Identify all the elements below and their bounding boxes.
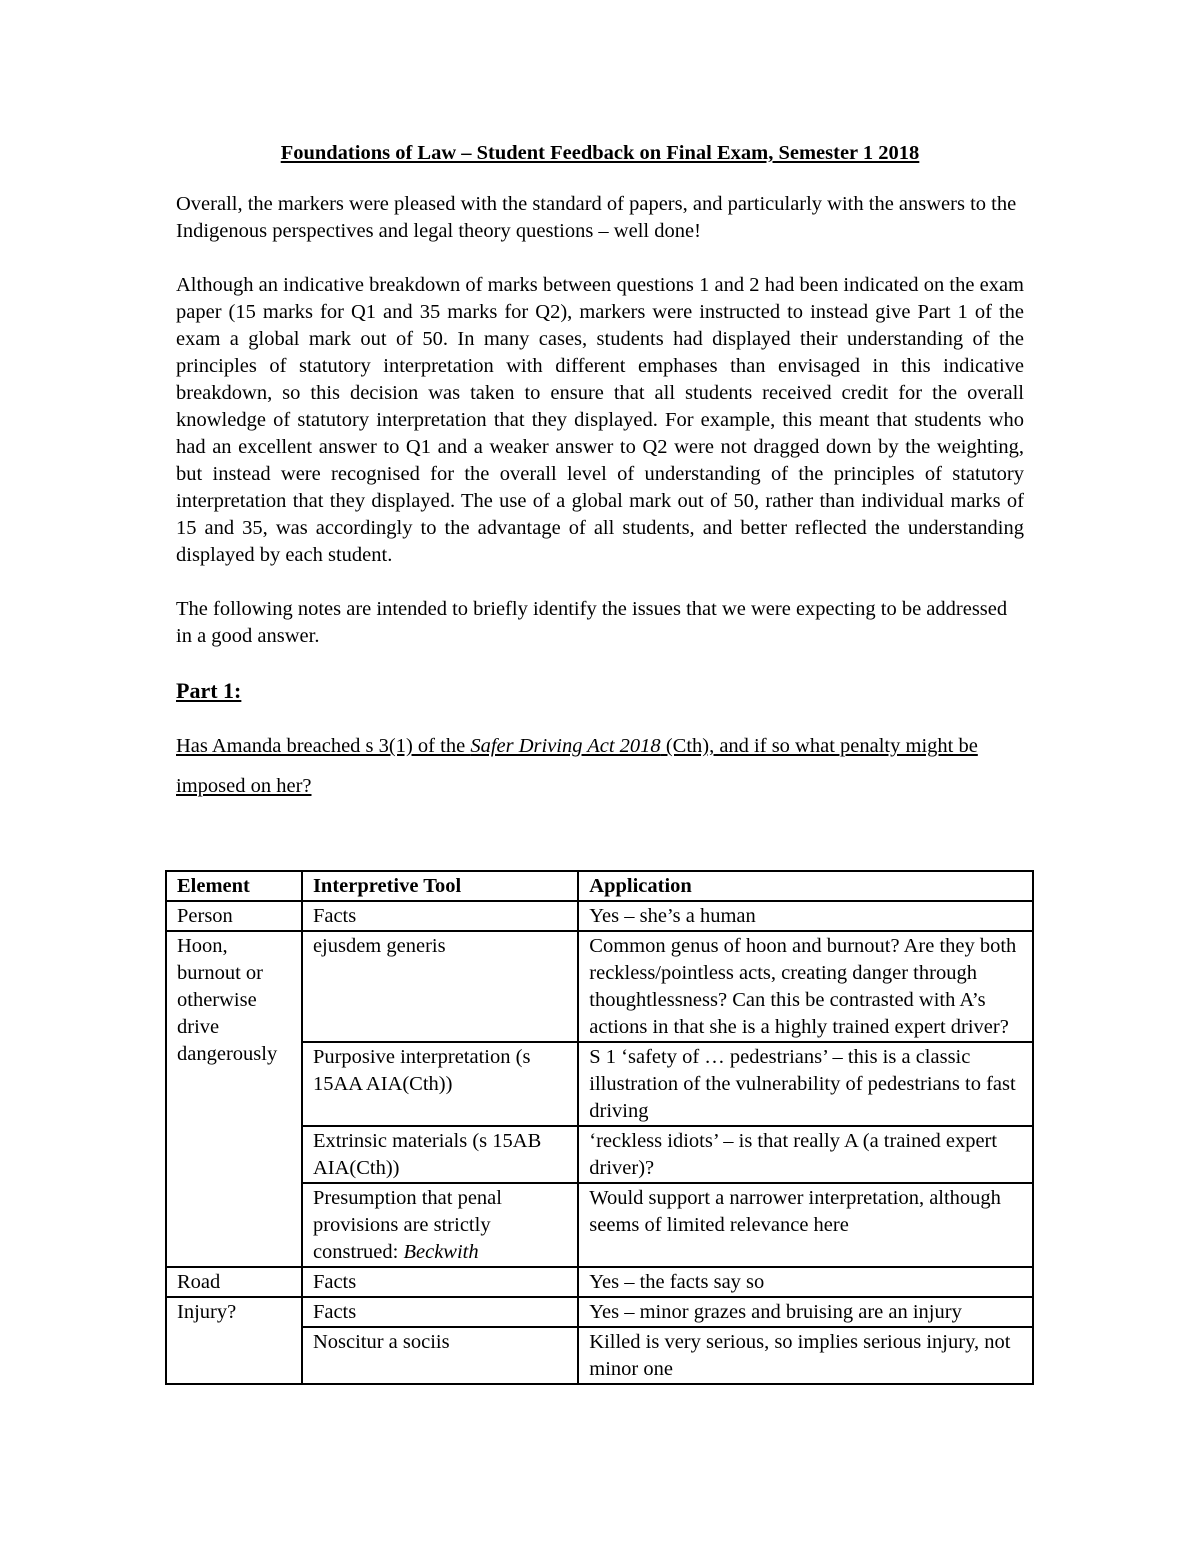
element-cell: Person — [166, 901, 302, 931]
analysis-table — [165, 870, 1034, 1385]
part-1-question — [176, 726, 1024, 806]
application-cell: Yes – the facts say so — [578, 1267, 1033, 1297]
part-1-heading: Part 1: — [176, 678, 242, 703]
element-cell: Hoon, burnout or otherwise drive dangerously — [166, 931, 302, 1267]
tool-cell: ejusdem generis — [302, 931, 578, 1042]
application-cell: Common genus of hoon and burnout? Are they both reckless/pointless acts, creating danger through thoughtlessness? Can this be contrasted with A’s actions in that she is a highly trained expert driver? — [578, 931, 1033, 1042]
tool-cell: Facts — [302, 1267, 578, 1297]
table-row — [166, 931, 1033, 1042]
document-body — [176, 140, 1024, 836]
application-cell: Killed is very serious, so implies serious injury, not minor one — [578, 1327, 1033, 1384]
tool-cell: Facts — [302, 901, 578, 931]
table-header-row — [166, 871, 1033, 901]
table-row — [166, 1297, 1033, 1327]
header-element: Element — [166, 871, 302, 901]
tool-cell: Facts — [302, 1297, 578, 1327]
marking-explanation-paragraph: Although an indicative breakdown of marks between questions 1 and 2 had been indicated on the exam paper (15 marks for Q1 and 35 marks for Q2), markers were instructed to instead give Part 1 of the exam a global mark out of 50. In many cases, students had displayed their understanding of the principles of statutory interpretation with different emphases than envisaged in this indicative breakdown, so this decision was taken to ensure that all students received credit for the overall knowledge of statutory interpretation that they displayed. For example, this meant that students who had an excellent answer to Q1 and a weaker answer to Q2 were not dragged down by the weighting, but instead were recognised for the overall level of understanding of the principles of statutory interpretation that they displayed. The use of a global mark out of 50, rather than individual marks of 15 and 35, was accordingly to the advantage of all students, and better reflected the understanding displayed by each student. — [176, 274, 1024, 566]
header-application: Application — [578, 871, 1033, 901]
table-row — [166, 1267, 1033, 1297]
document-title: Foundations of Law – Student Feedback on Final Exam, Semester 1 2018 — [280, 142, 920, 164]
table-row — [166, 901, 1033, 931]
notes-intro-paragraph: The following notes are intended to briefly identify the issues that we were expecting to be addressed in a good answer. — [176, 598, 1008, 647]
application-cell: Yes – minor grazes and bruising are an injury — [578, 1297, 1033, 1327]
case-name: Beckwith — [403, 1241, 479, 1263]
element-cell: Injury? — [166, 1297, 302, 1384]
tool-cell: Noscitur a sociis — [302, 1327, 578, 1384]
element-cell: Road — [166, 1267, 302, 1297]
question-text-end: (Cth), and if so what penalty might be imposed on her? — [176, 735, 978, 797]
question-text-start: Has Amanda breached s 3(1) of the — [176, 735, 471, 757]
header-interpretive-tool: Interpretive Tool — [302, 871, 578, 901]
application-cell: Yes – she’s a human — [578, 901, 1033, 931]
question-act-name: Safer Driving Act 2018 — [470, 735, 661, 757]
intro-paragraph: Overall, the markers were pleased with the standard of papers, and particularly with the answers to the Indigenous perspectives and legal theory questions – well done! — [176, 193, 1017, 242]
application-cell: ‘reckless idiots’ – is that really A (a trained expert driver)? — [578, 1126, 1033, 1183]
tool-cell: Purposive interpretation (s 15AA AIA(Cth)) — [302, 1042, 578, 1126]
tool-cell — [302, 1183, 578, 1267]
tool-cell: Extrinsic materials (s 15AB AIA(Cth)) — [302, 1126, 578, 1183]
application-cell: Would support a narrower interpretation, although seems of limited relevance here — [578, 1183, 1033, 1267]
application-cell: S 1 ‘safety of … pedestrians’ – this is a classic illustration of the vulnerability of pedestrians to fast driving — [578, 1042, 1033, 1126]
tool-text: Presumption that penal provisions are strictly construed: — [312, 1187, 502, 1263]
